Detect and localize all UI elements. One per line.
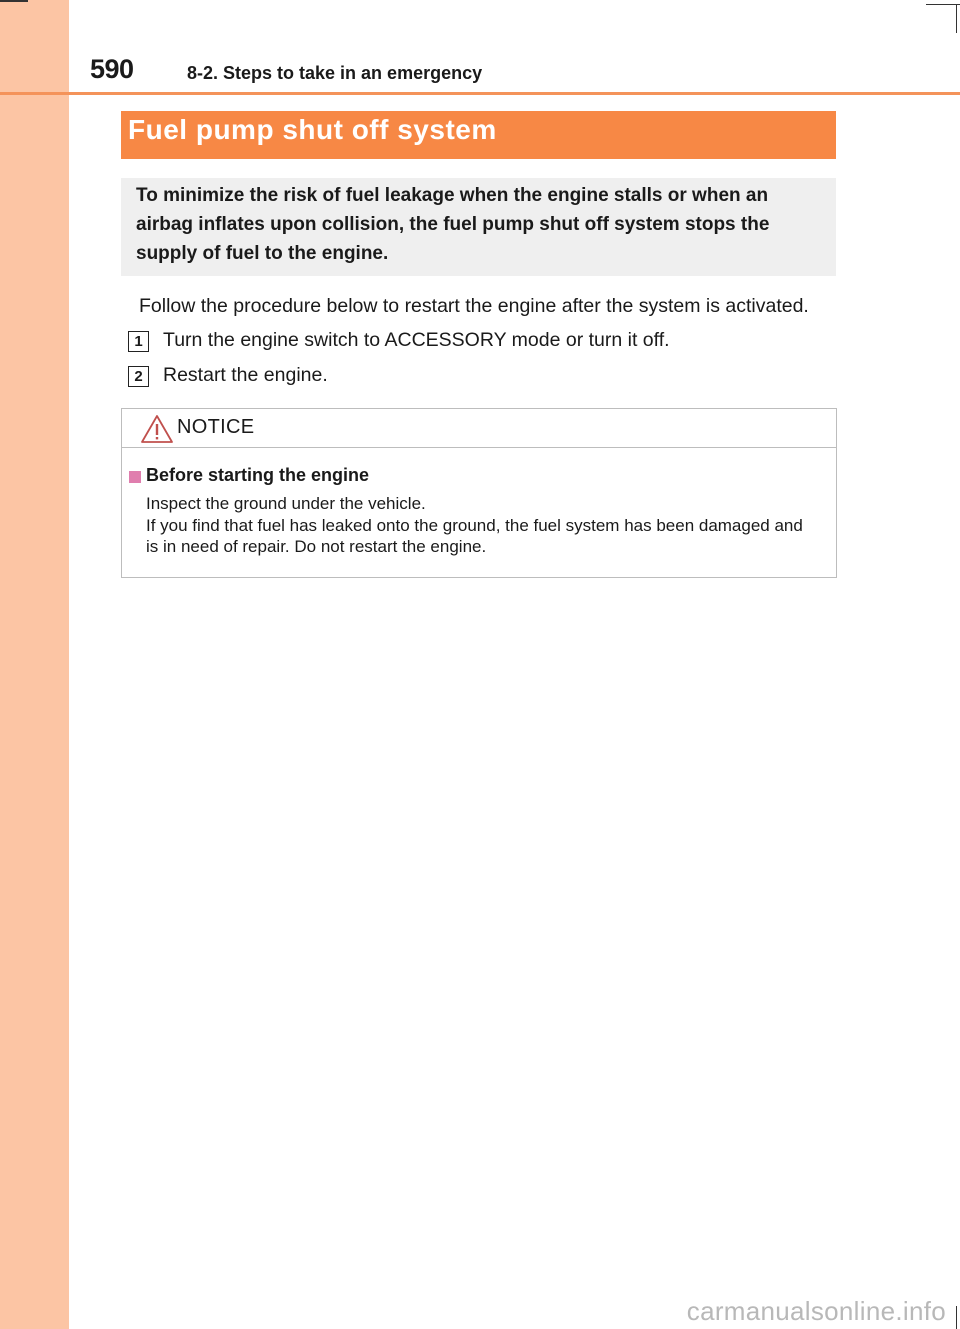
notice-label: NOTICE (177, 416, 255, 438)
page-number: 590 (90, 54, 134, 84)
step-text: Turn the engine switch to ACCESSORY mode or turn it off. (163, 329, 670, 351)
watermark: carmanualsonline.info (686, 1296, 946, 1326)
page-title: Fuel pump shut off system (128, 114, 497, 145)
step-number: 2 (128, 366, 149, 387)
warning-triangle-icon (140, 414, 174, 444)
notice-line: is in need of repair. Do not restart the engine. (146, 537, 487, 556)
square-bullet-icon (129, 471, 141, 483)
intro-text: To minimize the risk of fuel leakage when the engine stalls or when an airbag inflates upon collision, the fuel pump shut off system stops the supply of fuel to the engine. (136, 185, 770, 264)
notice-line: Inspect the ground under the vehicle. (146, 494, 426, 513)
header-rule (0, 92, 960, 95)
crop-mark-top-left (0, 0, 28, 2)
notice-box (121, 408, 837, 578)
side-band (0, 0, 69, 1329)
section-label: 8-2. Steps to take in an emergency (187, 63, 483, 83)
notice-body (146, 493, 831, 558)
notice-subtitle: Before starting the engine (146, 465, 370, 485)
step-text: Restart the engine. (163, 364, 328, 386)
notice-header-divider (122, 447, 836, 448)
step-number: 1 (128, 331, 149, 352)
crop-mark-top-right-v (956, 5, 957, 33)
crop-mark-top-right-h (926, 4, 960, 5)
crop-mark-bottom-right (956, 1306, 957, 1329)
procedure-text: Follow the procedure below to restart the engine after the system is activated. (139, 295, 809, 317)
notice-line: If you find that fuel has leaked onto the ground, the fuel system has been damaged and (146, 515, 803, 535)
